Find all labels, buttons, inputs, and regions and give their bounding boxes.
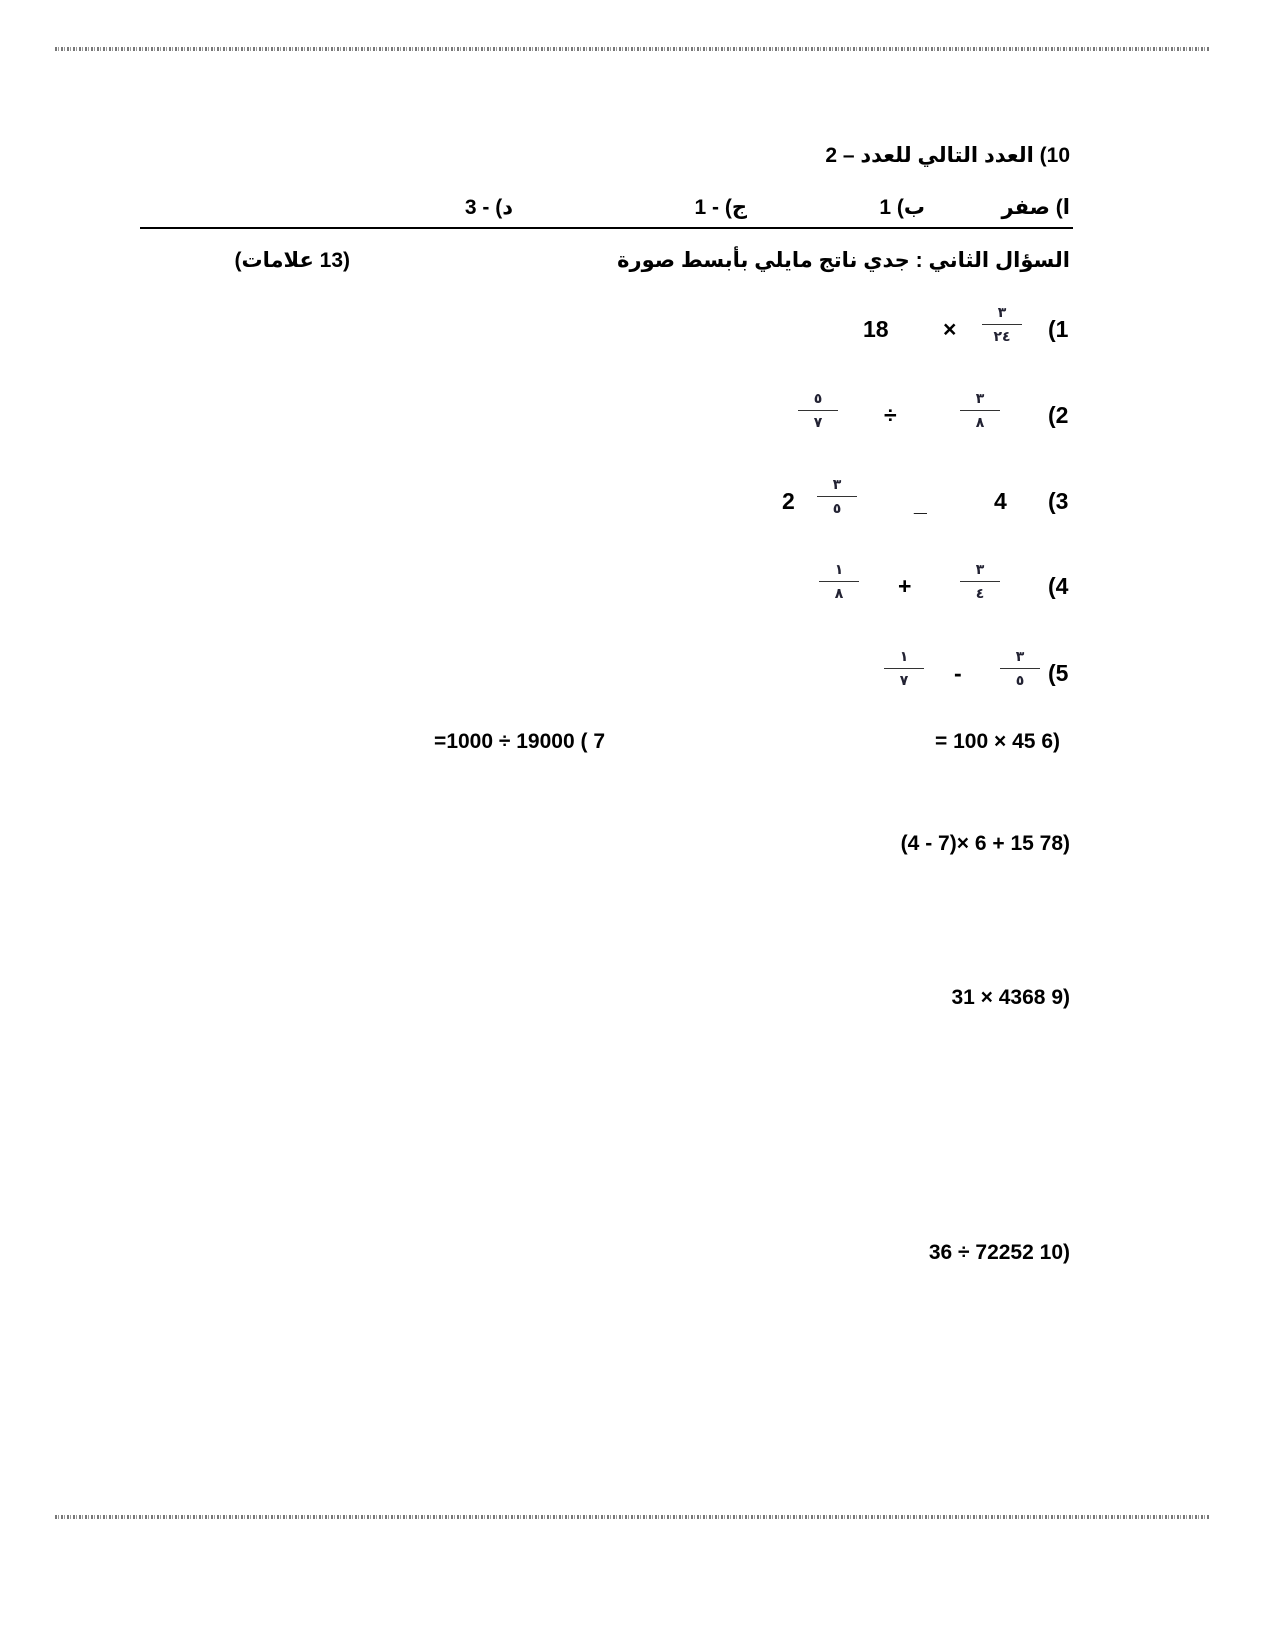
- bottom-border-pattern: [55, 1515, 1210, 1519]
- fraction-numerator: ١: [834, 561, 844, 577]
- fraction-numerator: ٣: [1015, 648, 1025, 664]
- q10-option-d: د) - 3: [464, 196, 513, 219]
- q10-option-c: ج) - 1: [694, 196, 747, 219]
- question-2-heading: السؤال الثاني : جدي ناتج مايلي بأبسط صورة: [617, 249, 1070, 272]
- item-5-fraction-2: [882, 647, 926, 691]
- fraction-bar: [960, 410, 1000, 411]
- fraction-denominator: ٤: [975, 585, 985, 601]
- fraction-bar: [982, 324, 1022, 325]
- fraction-numerator: ٥: [813, 390, 823, 406]
- item-4-operator: +: [898, 573, 912, 599]
- fraction-denominator: ٧: [899, 672, 909, 688]
- fraction-denominator: ٥: [832, 500, 842, 516]
- item-7-expression: 7 ) 19000 ÷ 1000=: [434, 730, 605, 753]
- fraction-bar: [819, 581, 859, 582]
- item-2-fraction-2: [796, 389, 840, 433]
- item-3-first-number: 4: [994, 488, 1007, 514]
- item-9-expression: (9 4368 × 31: [951, 986, 1070, 1009]
- item-1-operator: ×: [943, 316, 957, 342]
- item-4-fraction-2: [817, 560, 861, 604]
- fraction-denominator: ٧: [813, 414, 823, 430]
- item-3-label: (3: [1048, 488, 1069, 514]
- section-divider: [140, 227, 1073, 229]
- item-2-fraction-1: [958, 389, 1002, 433]
- item-4-fraction-1: [958, 560, 1002, 604]
- item-10-expression: (10 72252 ÷ 36: [928, 1241, 1070, 1264]
- item-4-label: (4: [1048, 573, 1069, 599]
- item-1-label: (1: [1048, 316, 1069, 342]
- fraction-numerator: ٣: [975, 561, 985, 577]
- fraction-numerator: ٣: [997, 304, 1007, 320]
- item-5-label: (5: [1048, 660, 1069, 686]
- fraction-bar: [1000, 668, 1040, 669]
- item-5-operator: -: [954, 660, 962, 686]
- fraction-bar: [884, 668, 924, 669]
- fraction-denominator: ٥: [1015, 672, 1025, 688]
- item-1-fraction: [980, 303, 1024, 347]
- fraction-bar: [817, 496, 857, 497]
- item-5-fraction-1: [998, 647, 1042, 691]
- item-1-whole: 18: [863, 316, 889, 342]
- fraction-denominator: ٨: [834, 585, 844, 601]
- item-3-operator: _: [914, 490, 927, 516]
- fraction-bar: [798, 410, 838, 411]
- question-2-marks: (13 علامات): [234, 249, 350, 272]
- item-2-operator: ÷: [884, 402, 897, 428]
- fraction-bar: [960, 581, 1000, 582]
- fraction-denominator: ٨: [975, 414, 985, 430]
- fraction-numerator: ٣: [832, 476, 842, 492]
- item-6-expression: (6 45 × 100 =: [935, 730, 1060, 753]
- q10-stem: 10) العدد التالي للعدد – 2: [825, 144, 1070, 167]
- fraction-numerator: ٣: [975, 390, 985, 406]
- item-3-whole: 2: [782, 488, 795, 514]
- q10-option-a: ا) صفر: [1001, 196, 1070, 219]
- top-border-pattern: [55, 47, 1210, 51]
- q10-option-b: ب) 1: [879, 196, 925, 219]
- fraction-denominator: ٢٤: [993, 328, 1011, 344]
- item-3-fraction: [815, 475, 859, 519]
- fraction-numerator: ١: [899, 648, 909, 664]
- item-8-expression: (78 15 + 6 ×(7 - 4): [900, 832, 1070, 855]
- item-2-label: (2: [1048, 402, 1069, 428]
